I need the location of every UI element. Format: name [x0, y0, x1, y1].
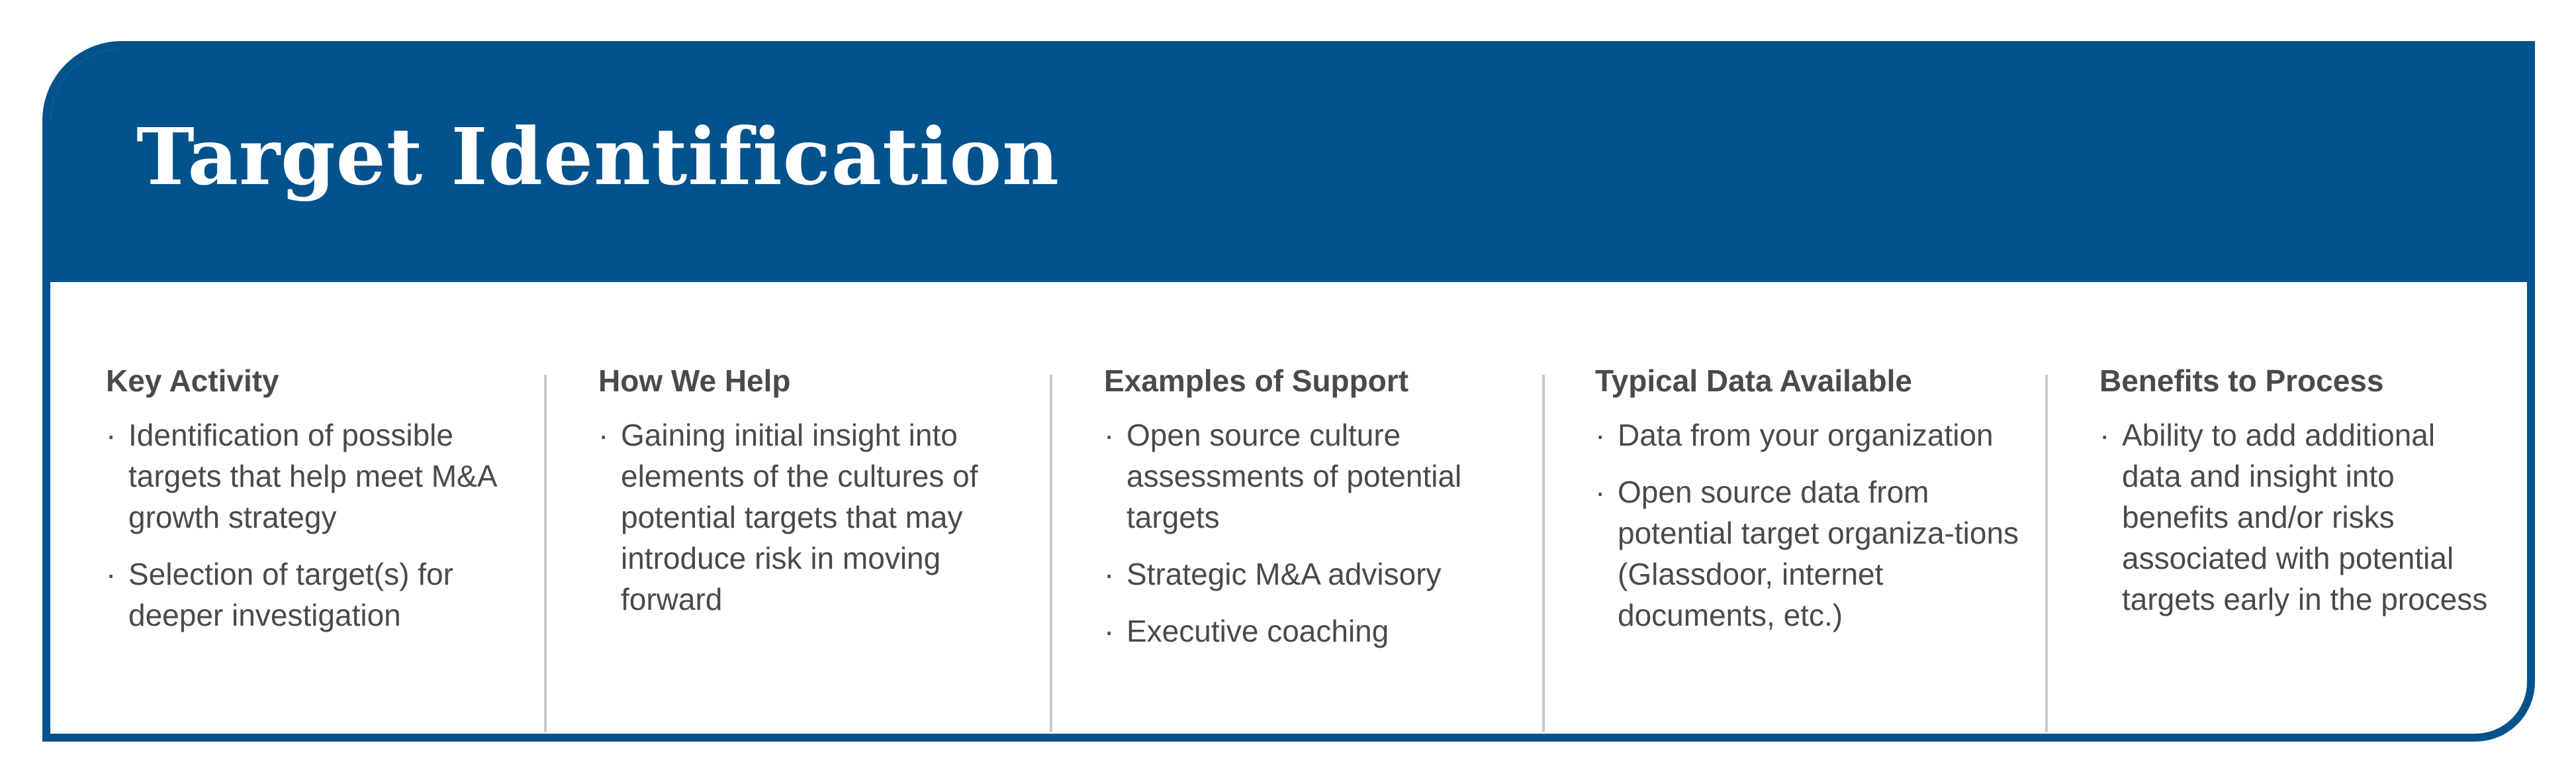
list-item	[1595, 414, 2028, 456]
column-divider	[1542, 375, 1545, 732]
column-list	[598, 414, 1075, 620]
header-banner	[50, 49, 2527, 282]
column-heading: Key Activity	[106, 364, 279, 398]
column-divider	[1050, 375, 1052, 732]
column-list	[1595, 414, 2072, 636]
list-item	[1595, 471, 2028, 636]
bullet-icon: ·	[2099, 417, 2110, 452]
list-item-text: Strategic M&A advisory	[1127, 556, 1442, 591]
list-item	[1104, 610, 1524, 652]
column-typical-data-available	[1595, 362, 2072, 652]
bullet-icon: ·	[1104, 417, 1115, 452]
column-divider	[2045, 375, 2048, 732]
list-item	[106, 414, 526, 538]
list-item-text: Identification of possible targets that help meet M&A growth strategy	[128, 417, 496, 534]
column-heading: Typical Data Available	[1595, 364, 1912, 398]
column-heading: How We Help	[598, 364, 791, 398]
list-item-text: Open source culture assessments of potential targets	[1127, 417, 1462, 534]
list-item	[2099, 414, 2493, 620]
column-how-we-help	[598, 362, 1075, 636]
page-title: Target Identification	[136, 111, 1060, 203]
bullet-icon: ·	[106, 556, 116, 591]
column-heading: Benefits to Process	[2099, 364, 2384, 398]
column-key-activity	[106, 362, 556, 652]
list-item-text: Data from your organization	[1618, 417, 1994, 452]
bullet-icon: ·	[106, 417, 116, 452]
bullet-icon: ·	[1595, 417, 1606, 452]
column-divider	[544, 375, 547, 732]
list-item	[598, 414, 1018, 620]
list-item-text: Gaining initial insight into elements of the cultures of potential targets that may introduce risk in moving forward	[621, 417, 978, 616]
list-item-text: Executive coaching	[1127, 613, 1389, 648]
bullet-icon: ·	[1595, 474, 1606, 509]
column-heading: Examples of Support	[1104, 364, 1409, 398]
bullet-icon: ·	[1104, 556, 1115, 591]
bullet-icon: ·	[598, 417, 609, 452]
column-list	[1104, 414, 1581, 652]
list-item	[1104, 414, 1524, 538]
list-item	[1104, 554, 1524, 595]
column-list	[106, 414, 556, 636]
list-item-text: Ability to add additional data and insight into benefits and/or risks associated with potential targets early in the process	[2122, 417, 2488, 616]
bullet-icon: ·	[1104, 613, 1115, 648]
list-item	[106, 554, 526, 636]
target-identification-card	[42, 41, 2535, 742]
list-item-text: Open source data from potential target organiza-tions (Glassdoor, internet documents, etc.)	[1618, 474, 2019, 632]
column-examples-of-support	[1104, 362, 1581, 667]
list-item-text: Selection of target(s) for deeper investigation	[128, 556, 453, 632]
column-list	[2099, 414, 2497, 620]
column-benefits-to-process	[2099, 362, 2497, 636]
columns-area	[50, 282, 2527, 734]
